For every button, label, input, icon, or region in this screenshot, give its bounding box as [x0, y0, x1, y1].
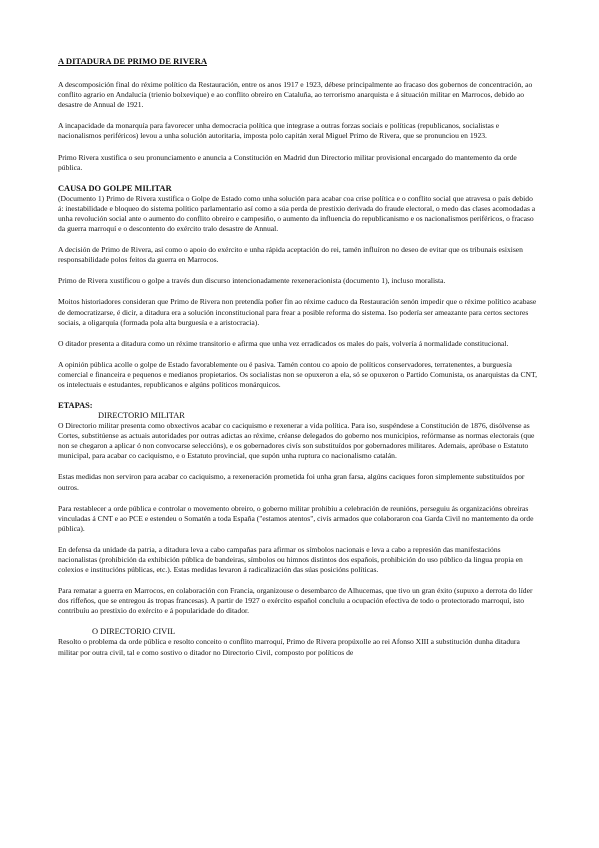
intro-paragraph-1: A descomposición final do réxime político da Restauración, entre os anos 1917 e 1923, débese principalmente ao fracaso dos gobernos de concentración, ao conflito agrario en Andalucía (trienio bolxevique) e ao conflito obreiro en Cataluña, ao terrorismo anarquista e á situación militar en Marrocos, debido ao desastre de Annual de 1921.	[58, 80, 533, 110]
intro-paragraph-3: Primo Rivera xustifica o seu pronunciamento e anuncia a Constitución en Madrid dun Directorio militar provisional encargado do mantemento da orde pública.	[58, 152, 517, 172]
militar-paragraph-1: O Directorio militar presenta como obxectivos acabar co caciquismo e rexenerar a vida política. Para iso, suspéndese a Constitución de 1876, disólvense as Cortes, substitúense as actuais autoridades por outras adictas ao réxime, créanse delegados do goberno nos municipios, refórmanse as normas electorais (que non se chegaron a aplicar ó non convocarse seleccións), e os gobernadores civís son substituídos por gobernadores militares. Ademais, apróbase o Estatuto municipal, para acabar co caciquismo, e o Estatuto provincial, que supón unha ruptura co nacionalismo catalán.	[58, 421, 535, 461]
document-title: A DITADURA DE PRIMO DE RIVERA	[58, 56, 208, 66]
causas-paragraph-1: (Documento 1) Primo de Rivera xustifica o Golpe de Estado como unha solución para acabar coa crise política e o conflito social que atravesa o país debido á: inestabilidade e bloqueo do sistema político parlamentario así como a súa perda de prestixio derivada do fraude electoral, o medo das clases acomodadas a unha revolución social ante o aumento do conflito obreiro e campesiño, o aumento da influencia do republicanismo e os nacionalismos periféricos, o fracaso da guerra marroquí e o descontento do exército tralo desastre de Annual.	[58, 193, 536, 234]
section-heading-causas: CAUSA DO GOLPE MILITAR	[58, 183, 172, 193]
causas-paragraph-2: A decisión de Primo de Rivera, así como o apoio do exército e unha rápida aceptación do rei, tamén influíron no deseo de evitar que os tribunais esixisen responsabilidade polos feitos da guerra en Marrocos.	[58, 245, 523, 265]
causas-paragraph-3: Primo de Rivera xustificou o golpe a través dun discurso intencionadamente rexeneracionista (documento 1), incluso moralista.	[58, 276, 446, 286]
causas-paragraph-4: Moitos historiadores consideran que Primo de Rivera non pretendía poñer fin ao réxime caduco da Restauración senón impedir que o réxime político acabase de democratizarse, é dicir, a ditadura era a solución inconstitucional para frear a posible reforma do sistema. Iso podería ser ameazante para certos sectores sociais, a oligarquía (formada pola alta burguesía e a aristocracia).	[58, 297, 537, 327]
document-page	[58, 56, 540, 669]
militar-paragraph-5: Para rematar a guerra en Marrocos, en colaboración con Francia, organizouse o desembarco de Alhucemas, que tivo un gran éxito (supuxo a derrota do líder dos riffeños, que se entregou ás tropas francesas). A partir de 1927 o exército español concluíu a ocupación efectiva de todo o protectorado marroquí, isto contribuíu ao prestixio do exército e á popularidade do ditador.	[58, 586, 533, 616]
section-heading-etapas: ETAPAS:	[58, 401, 93, 411]
causas-paragraph-5: O ditador presenta a ditadura como un réxime transitorio e afirma que unha vez erradicados os males do país, volvería á normalidade constitucional.	[58, 338, 509, 348]
subheading-directorio-civil: O DIRECTORIO CIVIL	[92, 627, 176, 637]
militar-paragraph-3: Para restablecer a orde pública e controlar o movemento obreiro, o goberno militar prohibiu a celebración de reunións, perseguiu ás organizacións obreiras vinculadas á CNT e ao PCE e estendeu o Somatén a toda España ("estamos atentos", civís armados que colaboraron coa Garda Civil no mantemento da orde pública).	[58, 503, 534, 533]
militar-paragraph-4: En defensa da unidade da patria, a ditadura leva a cabo campañas para afirmar os símbolos nacionais e leva a cabo a represión das manifestacións nacionalistas (prohibición da exhibición pública de bandeiras, símbolos ou himnos distintos dos españois, prohibición do uso público da lingua propia en colexios e institucións públicas, etc.). Estas medidas levaron á radicalización das súas posicións políticas.	[58, 544, 523, 575]
intro-paragraph-2: A incapacidade da monarquía para favorecer unha democracia política que integrase a outras forzas sociais e políticas (republicanos, socialistas e nacionalismos periféricos) levou a unha solución autoritaria, imposta polo capitán xeral Miguel Primo de Rivera, que se pronunciou en 1923.	[58, 121, 500, 141]
civil-paragraph-1: Resolto o problema da orde pública e resolto conceito o conflito marroquí, Primo de Rivera propúxolle ao rei Afonso XIII a substitución dunha ditadura militar por outra civil, tal e como sostivo o ditador no Directorio Civil, composto por políticos de	[58, 637, 520, 657]
militar-paragraph-2: Estas medidas non serviron para acabar co caciquismo, a rexeneración prometida foi unha gran farsa, algúns caciques foron simplemente substituídos por outros.	[58, 472, 525, 492]
subheading-directorio-militar: DIRECTORIO MILITAR	[98, 411, 185, 421]
causas-paragraph-6: A opinión pública acolle o golpe de Estado favorablemente ou é pasiva. Tamén contou co apoio de políticos conservadores, terratenentes, a burguesía comercial e financeira e pequenos e medianos propietarios. Os socialistas non se opuxeron a ela, só se opuxeron o Partido Comunista, os anarquistas da CNT, os intelectuais e estudantes, republicanos e algúns políticos monárquicos.	[58, 359, 537, 389]
